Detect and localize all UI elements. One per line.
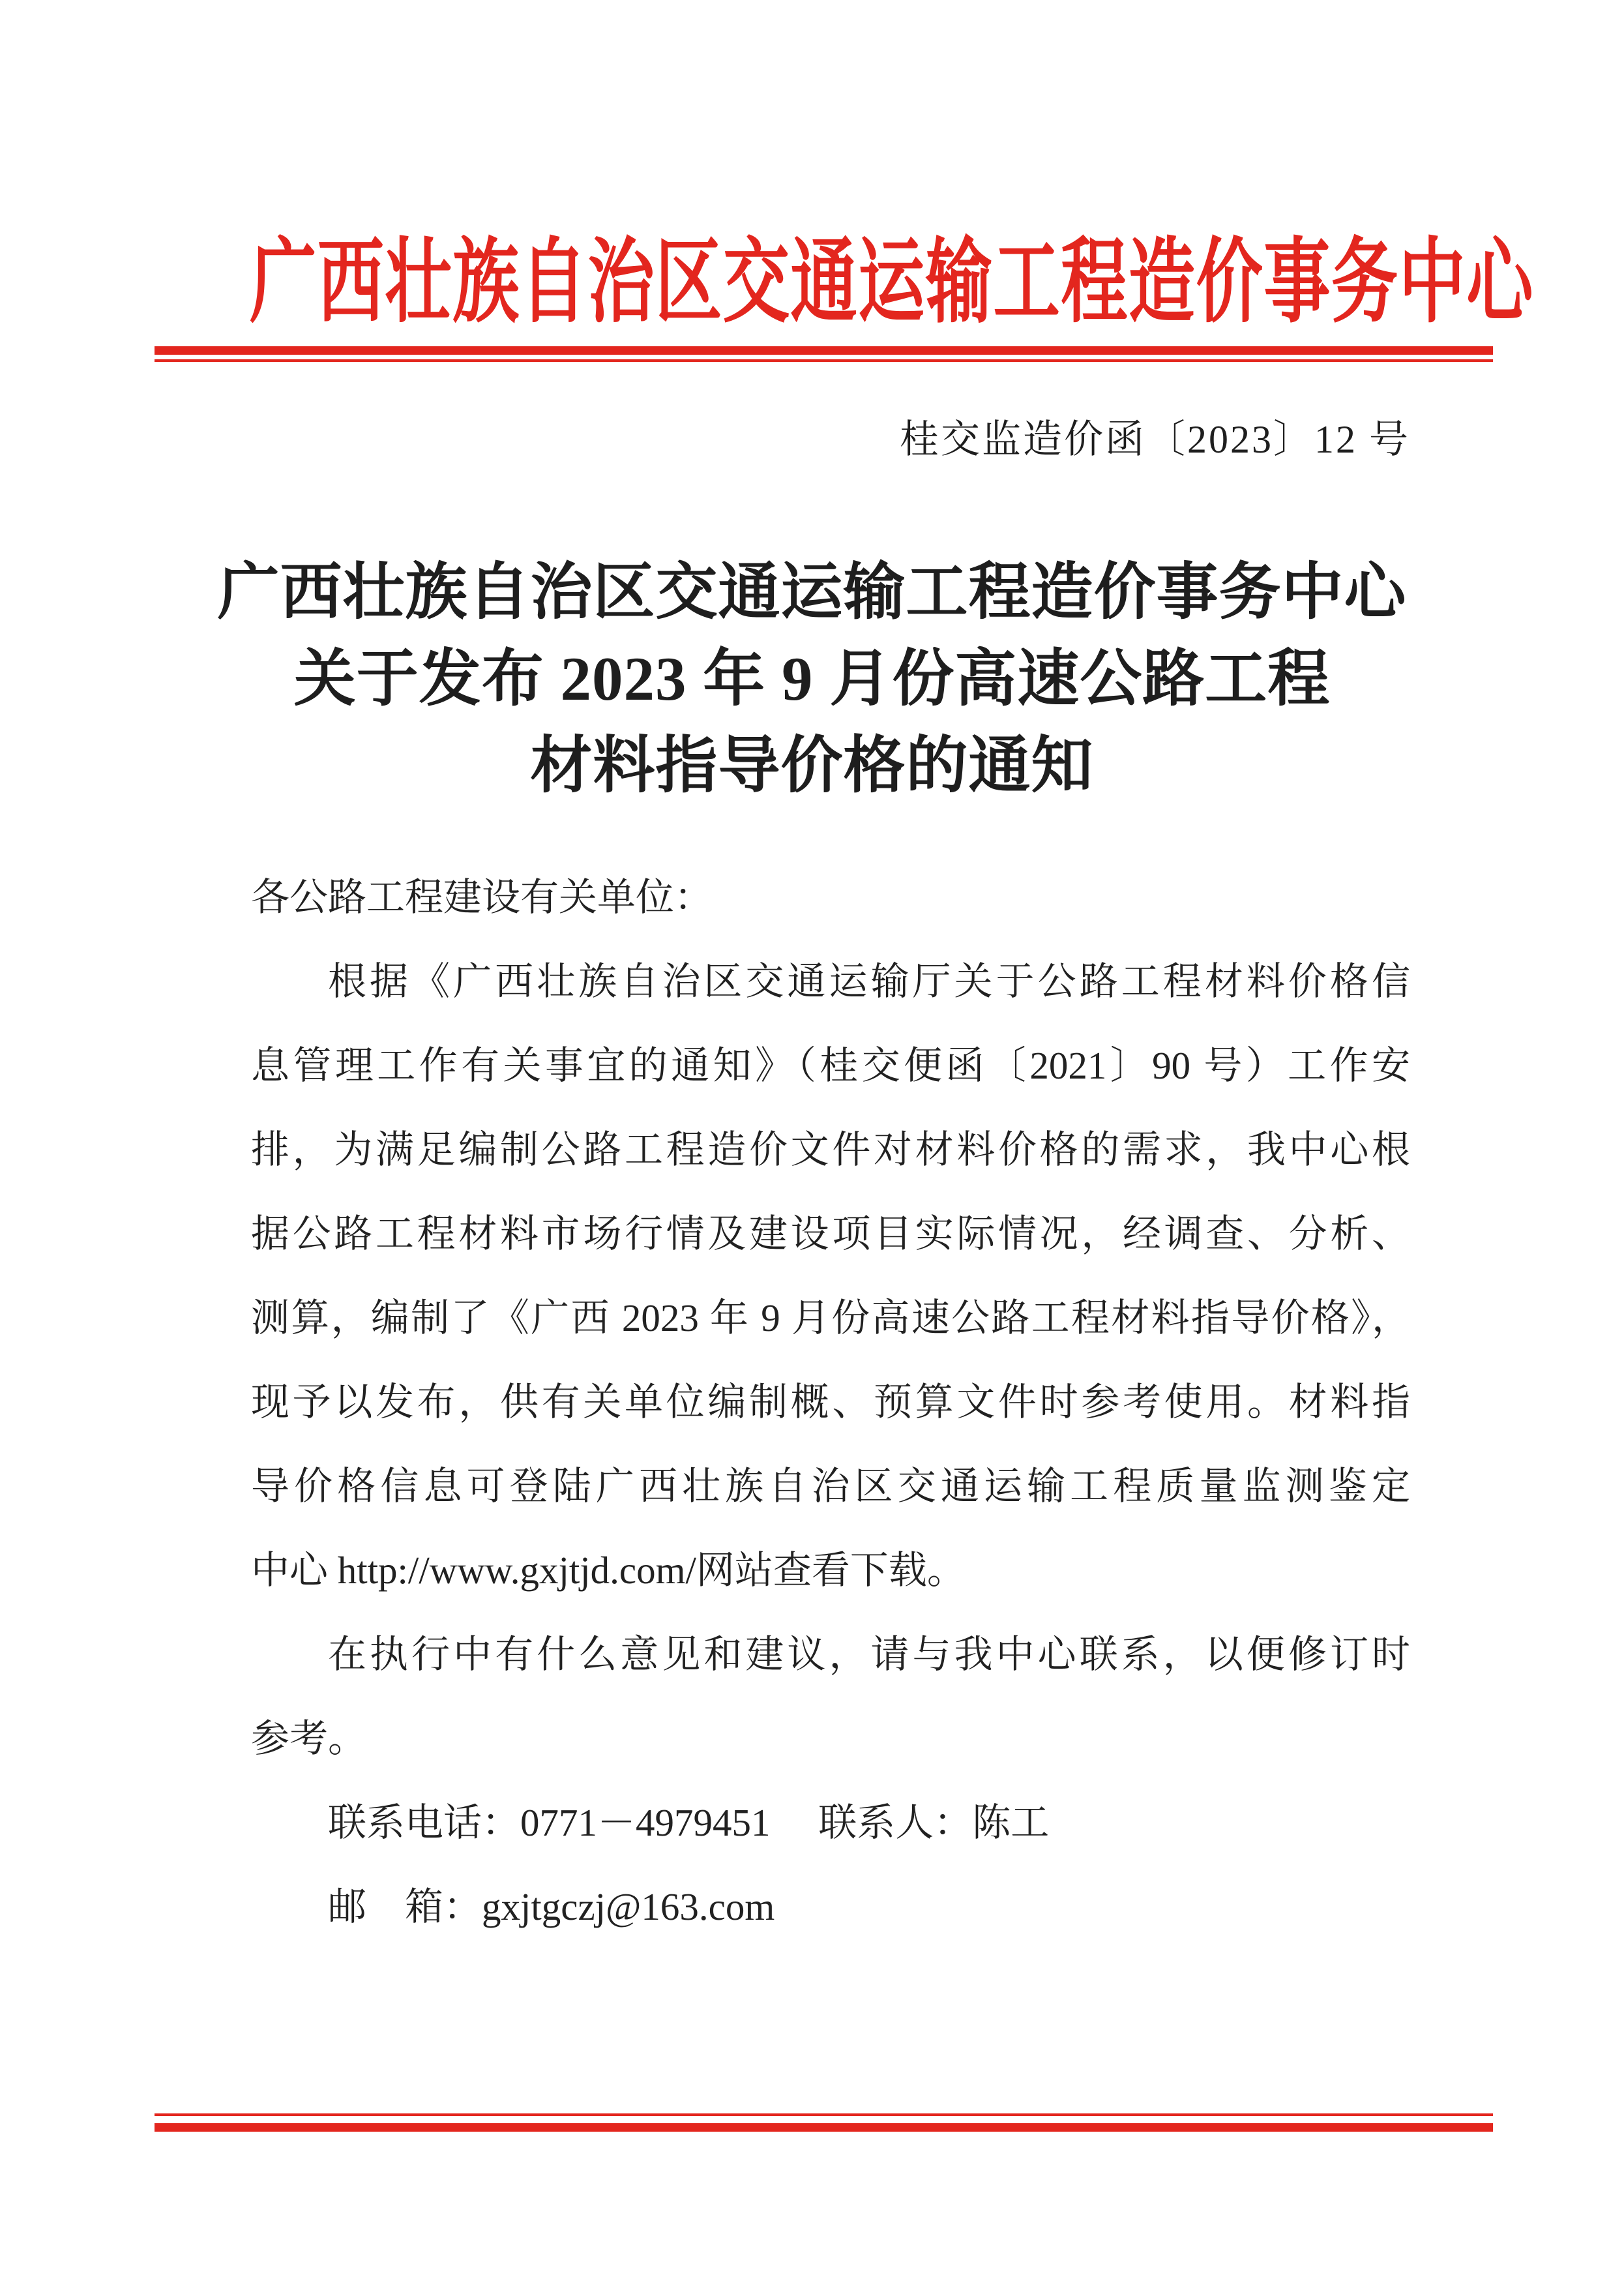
contact-email-line: 邮 箱：gxjtgczj@163.com bbox=[328, 1885, 775, 1928]
contact-phone-line: 联系电话：0771－4979451 联系人：陈工 bbox=[328, 1801, 1050, 1844]
document-title bbox=[0, 549, 1624, 809]
body-line: 在执行中有什么意见和建议，请与我中心联系，以便修订时 bbox=[328, 1633, 1410, 1676]
body-line: 导价格信息可登陆广西壮族自治区交通运输工程质量监测鉴定 bbox=[251, 1465, 1410, 1508]
body-line: 现予以发布，供有关单位编制概、预算文件时参考使用。材料指 bbox=[251, 1380, 1410, 1424]
footer-rule-thin bbox=[155, 2113, 1493, 2116]
body-line: 参考。 bbox=[251, 1717, 367, 1760]
header-rule-thick bbox=[155, 346, 1493, 355]
body-line: 测算，编制了《广西 2023 年 9 月份高速公路工程材料指导价格》， bbox=[251, 1296, 1410, 1339]
salutation: 各公路工程建设有关单位： bbox=[251, 876, 713, 919]
document-title-line-3: 材料指导价格的通知 bbox=[530, 731, 1094, 800]
document-number: 桂交监造价函〔2023〕12 号 bbox=[900, 418, 1410, 461]
document-title-line-2: 关于发布 2023 年 9 月份高速公路工程 bbox=[293, 644, 1331, 713]
body-line: 排，为满足编制公路工程造价文件对材料价格的需求，我中心根 bbox=[251, 1128, 1410, 1171]
footer-rule-thick bbox=[155, 2123, 1493, 2132]
letterhead-org-title: 广西壮族自治区交通运输工程造价事务中心 bbox=[250, 231, 1534, 334]
body-line: 息管理工作有关事宜的通知》（桂交便函〔2021〕90 号）工作安 bbox=[251, 1044, 1410, 1087]
header-rule-thin bbox=[155, 359, 1493, 362]
letterhead bbox=[0, 227, 1624, 366]
body-line: 据公路工程材料市场行情及建设项目实际情况，经调查、分析、 bbox=[251, 1212, 1410, 1255]
body-line: 根据《广西壮族自治区交通运输厅关于公路工程材料价格信 bbox=[328, 960, 1410, 1003]
document-title-line-1: 广西壮族自治区交通运输工程造价事务中心 bbox=[217, 558, 1407, 627]
document-body bbox=[251, 856, 1410, 1949]
body-line-website: 中心 http://www.gxjtjd.com/网站查看下载。 bbox=[251, 1549, 966, 1592]
